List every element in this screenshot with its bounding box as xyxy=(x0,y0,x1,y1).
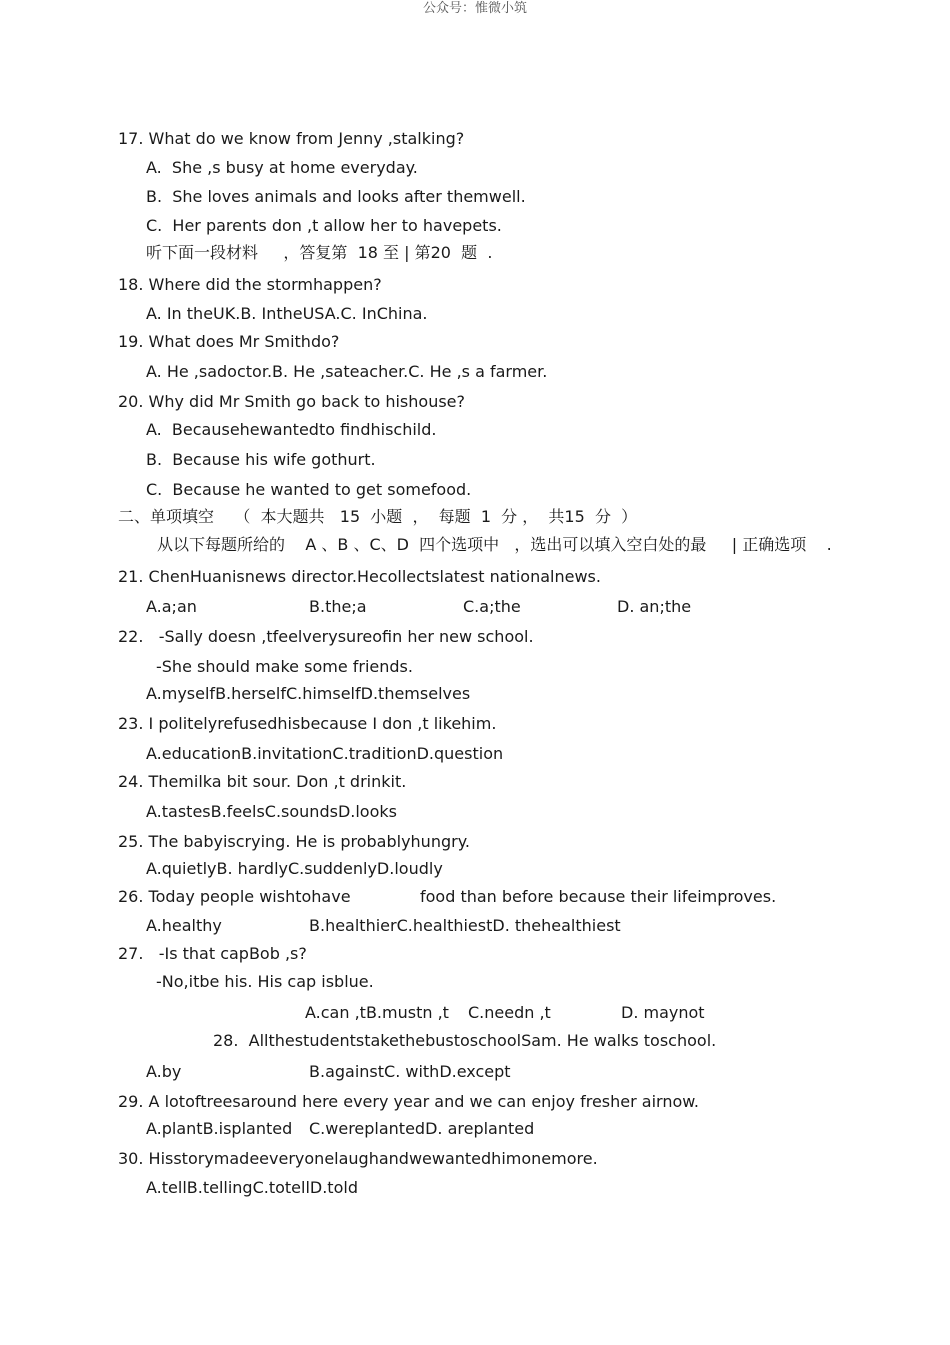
text-line: 从以下每题所给的 A 、B 、C、D 四个选项中 ，选出可以填入空白处的最 | 正确选项 . xyxy=(157,535,832,554)
text-line: A.tellB.tellingC.totellD.told xyxy=(146,1178,358,1197)
text-line: A.educationB.invitationC.traditionD.question xyxy=(146,744,504,763)
text-line: 28. AllthestudentstakethebustoschoolSam. He walks toschool. xyxy=(213,1031,717,1050)
text-line: 17. What do we know from Jenny ,stalking? xyxy=(118,129,465,148)
text-line: A.by xyxy=(146,1062,182,1081)
text-line: A.a;an xyxy=(146,597,197,616)
text-line: 26. Today people wishtohave xyxy=(118,887,351,906)
text-line: A. She ,s busy at home everyday. xyxy=(146,158,418,177)
text-line: A.plantB.isplanted xyxy=(146,1119,293,1138)
text-line: A. In theUK.B. IntheUSA.C. InChina. xyxy=(146,304,428,323)
text-line: B. She loves animals and looks after themwell. xyxy=(146,187,526,206)
text-line: C.wereplantedD. areplanted xyxy=(309,1119,535,1138)
text-line: A.quietlyB. hardlyC.suddenlyD.loudly xyxy=(146,859,443,878)
text-line: A.healthy xyxy=(146,916,222,935)
text-line: -She should make some friends. xyxy=(156,657,413,676)
text-line: A. Becausehewantedto findhischild. xyxy=(146,420,437,439)
text-line: 27. -Is that capBob ,s? xyxy=(118,944,307,963)
text-line: C. Because he wanted to get somefood. xyxy=(146,480,472,499)
page-header: 公众号：惟微小筑 xyxy=(422,1,527,16)
text-line: B.againstC. withD.except xyxy=(309,1062,511,1081)
text-line: B.healthierC.healthiestD. thehealthiest xyxy=(309,916,621,935)
text-line: A. He ,sadoctor.B. He ,sateacher.C. He ,s a farmer. xyxy=(146,362,548,381)
text-line: 30. Hisstorymadeeveryonelaughandwewantedhimonemore. xyxy=(118,1149,598,1168)
text-line: 24. Themilka bit sour. Don ,t drinkit. xyxy=(118,772,407,791)
text-line: C.needn ,t xyxy=(468,1003,551,1022)
text-line: 25. The babyiscrying. He is probablyhungry. xyxy=(118,832,470,851)
text-line: C.a;the xyxy=(463,597,521,616)
text-line: 18. Where did the stormhappen? xyxy=(118,275,382,294)
text-line: food than before because their lifeimproves. xyxy=(420,887,777,906)
text-line: 20. Why did Mr Smith go back to hishouse? xyxy=(118,392,465,411)
text-line: D. maynot xyxy=(621,1003,705,1022)
text-line: 29. A lotoftreesaround here every year and we can enjoy fresher airnow. xyxy=(118,1092,699,1111)
text-line: -No,itbe his. His cap isblue. xyxy=(156,972,374,991)
text-line: 23. I politelyrefusedhisbecause I don ,t likehim. xyxy=(118,714,497,733)
text-line: D. an;the xyxy=(617,597,692,616)
text-line: A.tastesB.feelsC.soundsD.looks xyxy=(146,802,397,821)
text-line: C. Her parents don ,t allow her to havepets. xyxy=(146,216,502,235)
text-line: B. Because his wife gothurt. xyxy=(146,450,376,469)
text-line: 19. What does Mr Smithdo? xyxy=(118,332,340,351)
text-line: 听下面一段材料 ，答复第 18 至 | 第20 题 . xyxy=(146,243,493,262)
text-line: 21. ChenHuanisnews director.Hecollectslatest nationalnews. xyxy=(118,567,601,586)
text-line: A.myselfB.herselfC.himselfD.themselves xyxy=(146,684,471,703)
text-line: 22. -Sally doesn ,tfeelverysureofin her new school. xyxy=(118,627,534,646)
text-line: A.can ,tB.mustn ,t xyxy=(305,1003,449,1022)
text-line: B.the;a xyxy=(309,597,367,616)
text-line: 二、单项填空 （ 本大题共 15 小题 ， 每题 1 分 ， 共15 分 ） xyxy=(118,507,638,526)
